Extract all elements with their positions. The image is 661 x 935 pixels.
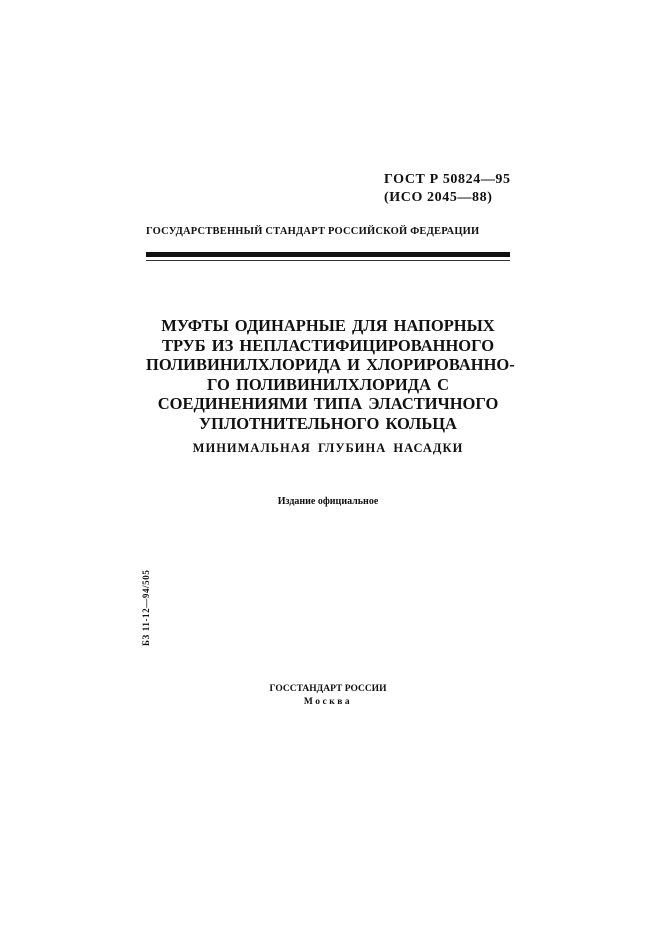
edition-note: Издание официальное [277,496,379,507]
header-rule-thin [146,260,510,261]
publisher-city: Москва [303,697,353,707]
document-subtitle: МИНИМАЛЬНАЯ ГЛУБИНА НАСАДКИ [192,441,464,455]
standard-type-heading: ГОСУДАРСТВЕННЫЙ СТАНДАРТ РОССИЙСКОЙ ФЕДЕРАЦИИ [146,226,480,237]
document-title [146,316,515,433]
title-line: УПЛОТНИТЕЛЬНОГО КОЛЬЦА [199,413,457,433]
iso-number: (ИСО 2045—88) [384,190,493,205]
publisher-name: ГОССТАНДАРТ РОССИИ [269,684,387,694]
gost-number: ГОСТ Р 50824—95 [384,172,511,187]
title-line: ГО ПОЛИВИНИЛХЛОРИДА С [206,374,450,394]
title-line: СОЕДИНЕНИЯМИ ТИПА ЭЛАСТИЧНОГО [157,394,499,413]
title-line: ПОЛИВИНИЛХЛОРИДА И ХЛОРИРОВАННО- [146,355,515,374]
header-rule-thick [146,252,510,257]
title-line: ТРУБ ИЗ НЕПЛАСТИФИЦИРОВАННОГО [161,335,495,355]
title-line: МУФТЫ ОДИНАРНЫЕ ДЛЯ НАПОРНЫХ [161,316,495,335]
standard-code-block [384,171,511,207]
publisher-block [146,683,510,709]
side-registration-note: БЗ 11-12—94/505 [141,569,151,646]
